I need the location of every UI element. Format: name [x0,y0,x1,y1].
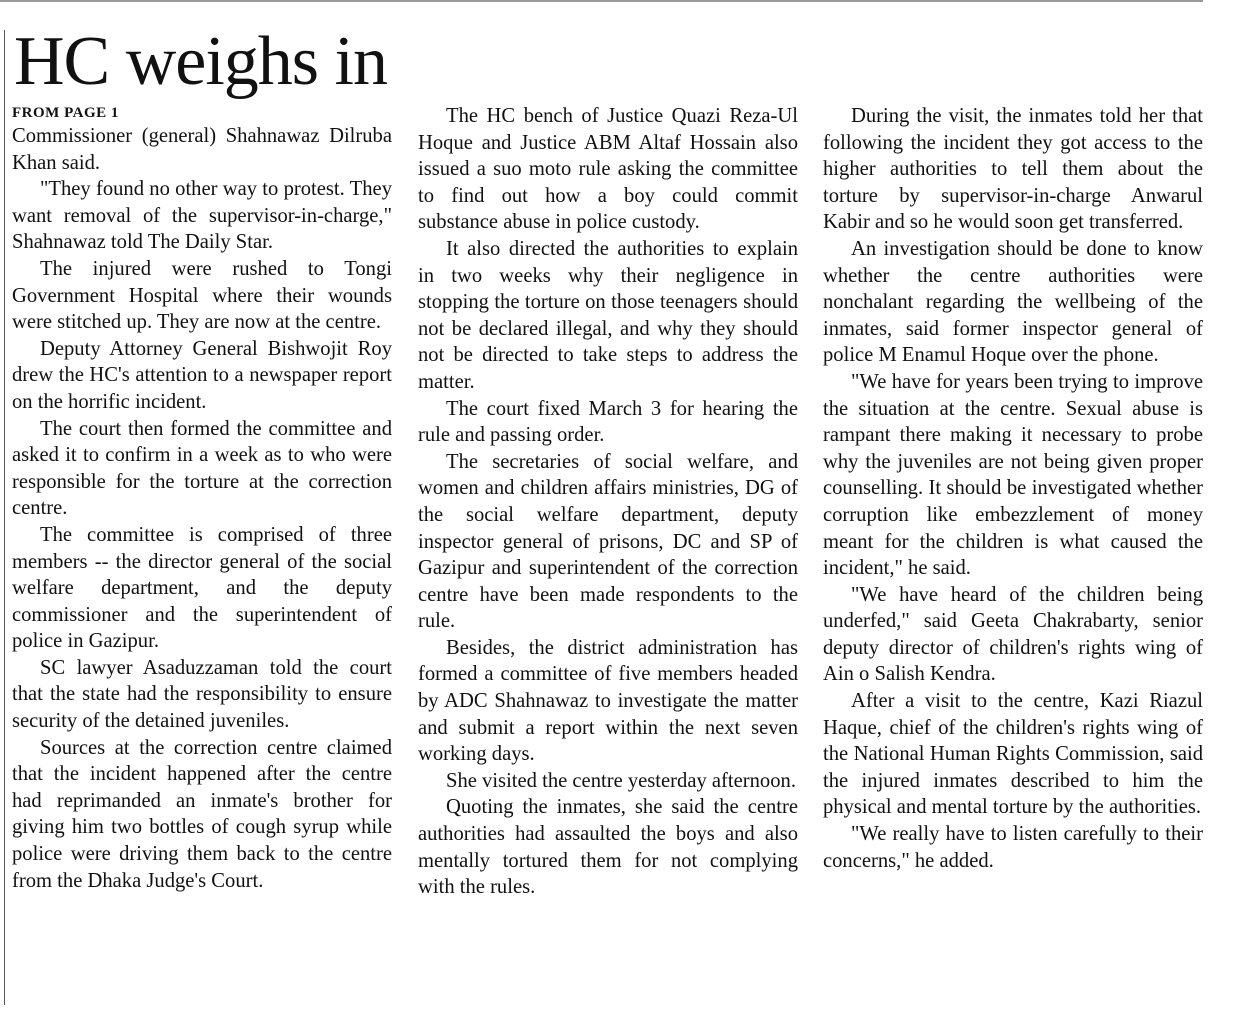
paragraph: It also directed the authorities to explain in two weeks why their negligence in stopping the torture on those teenagers should not be declared illegal, and why they should not be directed to take steps to address the matter. [418,237,798,393]
column-2 [418,103,798,901]
paragraph: The committee is comprised of three members -- the director general of the social welfare department, and the deputy commissioner and the superintendent of police in Gazipur. [12,523,392,653]
from-page-kicker: FROM PAGE 1 [12,105,119,121]
paragraph: Quoting the inmates, she said the centre authorities had assaulted the boys and also mentally tortured them for not complying with the rules. [418,796,798,899]
paragraph: The court then formed the committee and asked it to confirm in a week as to who were responsible for the torture at the correction centre. [12,417,392,520]
paragraph: "We really have to listen carefully to their concerns," he added. [823,823,1203,872]
paragraph: During the visit, the inmates told her that following the incident they got access to the higher authorities to tell them about the torture by supervisor-in-charge Anwarul Kabir and so he would soon get transferred. [823,105,1203,234]
left-column-rule [4,30,5,1005]
paragraph: "We have heard of the children being underfed," said Geeta Chakrabarty, senior deputy director of children's rights wing of Ain o Salish Kendra. [823,583,1203,686]
paragraph: After a visit to the centre, Kazi Riazul Haque, chief of the children's rights wing of the National Human Rights Commission, said the injured inmates described to him the physical and mental torture by the authorities. [823,690,1203,819]
paragraph: SC lawyer Asaduzzaman told the court that the state had the responsibility to ensure security of the detained juveniles. [12,656,392,733]
paragraph: An investigation should be done to know whether the centre authorities were nonchalant regarding the wellbeing of the inmates, said former inspector general of police M Enamul Hoque over the phone. [823,237,1203,367]
paragraph: She visited the centre yesterday afternoon. [446,769,796,792]
paragraph: Sources at the correction centre claimed that the incident happened after the centre had reprimanded an inmate's brother for giving him two bottles of cough syrup while police were driving them back to the centre from the Dhaka Judge's Court. [12,736,392,892]
paragraph: The court fixed March 3 for hearing the rule and passing order. [418,397,798,447]
paragraph: "We have for years been trying to improve the situation at the centre. Sexual abuse is rampant there making it necessary to probe why the juveniles are not being given proper counselling. It should be investigated whether corruption like embezzlement of money meant for the children is what caused the incident," he said. [823,370,1203,580]
paragraph: "They found no other way to protest. They want removal of the supervisor-in-charge," Shahnawaz told The Daily Star. [12,178,392,254]
paragraph: Commissioner (general) Shahnawaz Dilruba Khan said. [12,125,392,174]
top-rule [0,0,1203,2]
paragraph: The injured were rushed to Tongi Government Hospital where their wounds were stitched up. They are now at the centre. [12,257,392,334]
headline: HC weighs in [14,23,387,100]
paragraph: The secretaries of social welfare, and women and children affairs ministries, DG of the social welfare department, deputy inspector general of prisons, DC and SP of Gazipur and superintendent of the correction centre have been made respondents to the rule. [418,450,798,633]
paragraph: The HC bench of Justice Quazi Reza-Ul Hoque and Justice ABM Altaf Hossain also issued a suo moto rule asking the committee to find out how a boy could commit substance abuse in police custody. [418,105,798,234]
paragraph: Deputy Attorney General Bishwojit Roy drew the HC's attention to a newspaper report on the horrific incident. [12,337,392,413]
column-1 [12,103,392,894]
paragraph: Besides, the district administration has formed a committee of five members headed by ADC Shahnawaz to investigate the matter and submit a report within the next seven working days. [418,636,798,766]
column-3 [823,103,1203,874]
